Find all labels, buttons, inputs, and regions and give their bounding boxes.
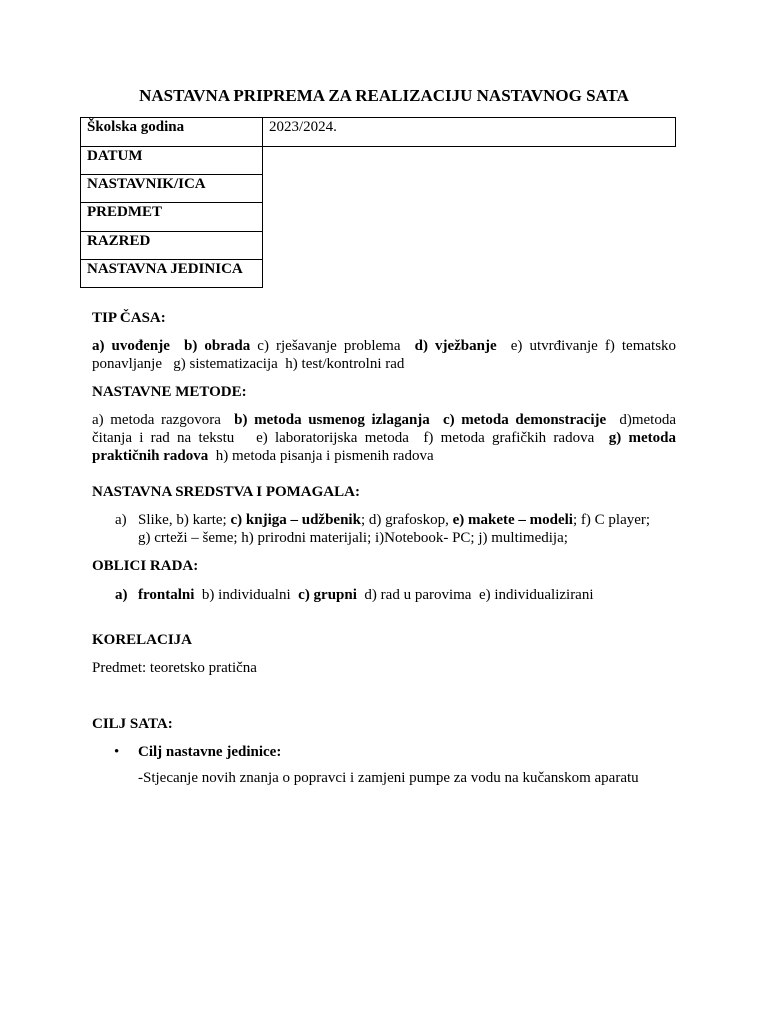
cilj-item-label: Cilj nastavne jedinice: (138, 744, 282, 760)
oblik-e: e) individualizirani (478, 587, 594, 603)
tip-casa-h: h) test/kontrolni rad (285, 356, 405, 372)
korelacija-text: Predmet: teoretsko pratična (92, 660, 257, 676)
tip-casa-heading: TIP ČASA: (92, 310, 166, 326)
metoda-c: c) metoda demonstracije (443, 412, 607, 428)
tip-casa-f: f) tematsko ponavljanje (92, 338, 677, 372)
oblik-c: c) grupni (298, 587, 357, 603)
tip-casa-a: a) uvođenje (92, 338, 170, 354)
metoda-e: e) laboratorijska metoda (256, 430, 409, 446)
sredstva-item-e: e) makete – modeli (452, 512, 573, 528)
metoda-g: g) metoda praktičnih radova (92, 430, 677, 464)
metode-heading: NASTAVNE METODE: (92, 384, 247, 400)
oblici-heading: OBLICI RADA: (92, 558, 199, 574)
cilj-heading: CILJ SATA: (92, 716, 173, 732)
tip-casa-e: e) utvrđivanje (510, 338, 598, 354)
cilj-item-text: -Stjecanje novih znanja o popravci i zamjeni pumpe za vodu na kučanskom aparatu (138, 770, 639, 786)
sredstva-line-2: g) crteži – šeme; h) prirodni materijali; i)Notebook- PC; j) multimedija; (138, 530, 568, 546)
oblik-d: d) rad u parovima (364, 587, 472, 603)
metoda-a: a) metoda razgovora (92, 412, 221, 428)
sredstva-heading: NASTAVNA SREDSTVA I POMAGALA: (92, 484, 360, 500)
sredstva-item-c: c) knjiga – udžbenik (230, 512, 361, 528)
metode-list (92, 411, 676, 465)
korelacija-heading: KORELACIJA (92, 632, 193, 648)
document-title: NASTAVNA PRIPREMA ZA REALIZACIJU NASTAVNOG SATA (139, 86, 629, 105)
metoda-d: d)metoda čitanja i rad na tekstu (92, 412, 677, 446)
tip-casa-d: d) vježbanje (414, 338, 497, 354)
sredstva-marker: a) (115, 512, 127, 528)
metoda-h: h) metoda pisanja i pismenih radova (215, 448, 434, 464)
table-label-date: DATUM (80, 146, 263, 175)
table-label-subject: PREDMET (80, 202, 263, 232)
oblici-marker: a) (115, 587, 128, 603)
table-label-class: RAZRED (80, 231, 263, 260)
table-label-teacher: NASTAVNIK/ICA (80, 174, 263, 203)
sredstva-item-f: ; f) C player; (572, 512, 651, 528)
sredstva-item-d: ; d) grafoskop, (360, 512, 449, 528)
table-value-school-year: 2023/2024. (262, 117, 676, 147)
tip-casa-list (92, 337, 676, 373)
table-label-lesson-unit: NASTAVNA JEDINICA (80, 259, 263, 288)
tip-casa-b: b) obrada (184, 338, 251, 354)
oblik-a: frontalni (138, 587, 195, 603)
oblik-b: b) individualni (201, 587, 291, 603)
bullet-icon: • (114, 744, 120, 760)
metoda-f: f) metoda grafičkih radova (423, 430, 595, 446)
sredstva-line-1 (138, 511, 650, 529)
tip-casa-c: c) rješavanje problema (257, 338, 401, 354)
tip-casa-g: g) sistematizacija (173, 356, 278, 372)
table-label-school-year: Školska godina (80, 117, 263, 147)
sredstva-item-a: Slike, b) karte; (138, 512, 227, 528)
oblici-list (138, 586, 594, 604)
metoda-b: b) metoda usmenog izlaganja (234, 412, 430, 428)
